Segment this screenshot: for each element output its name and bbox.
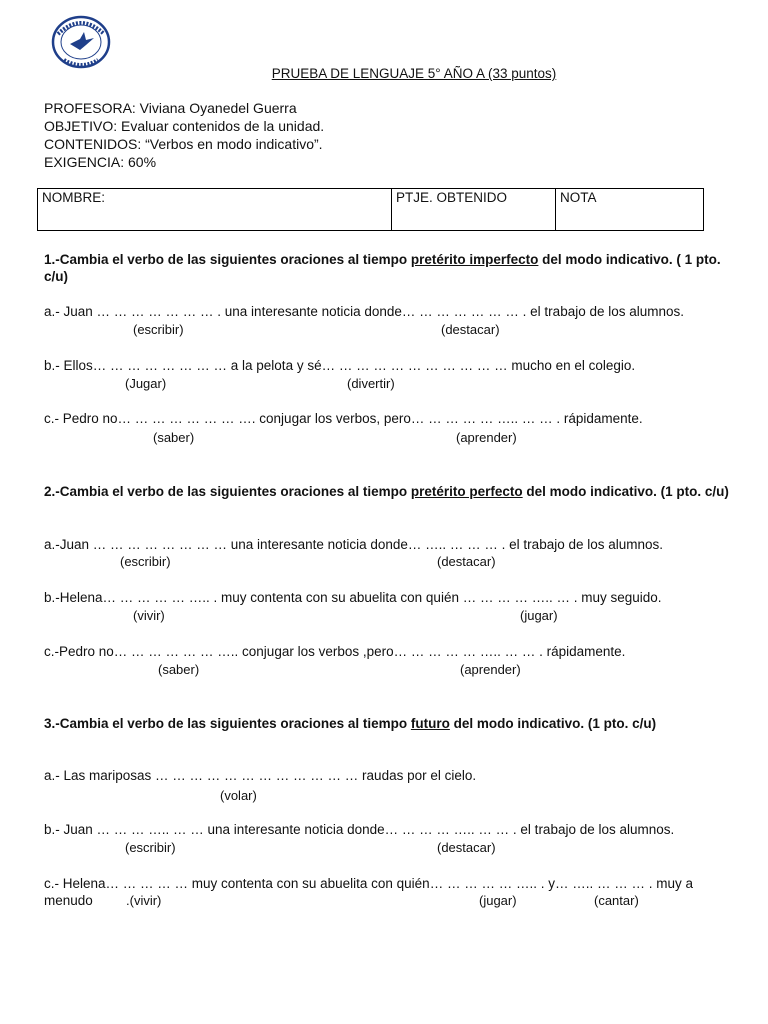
q2-b-hint-2: (jugar) <box>520 608 558 623</box>
q1-item-c: c.- Pedro no… … … … … … … …. conjugar los verbos, pero… … … … … ….. … … . rápidamente. <box>44 411 643 426</box>
q1-a-hint-2: (destacar) <box>441 322 500 337</box>
q1-b-hint-1: (Jugar) <box>125 376 167 391</box>
q2-item-a: a.-Juan … … … … … … … … una interesante noticia donde… ….. … … … . el trabajo de los alumnos. <box>44 537 664 552</box>
teacher-line: PROFESORA: Viviana Oyanedel Guerra <box>44 100 297 116</box>
q3-item-b: b.- Juan … … … ….. … … una interesante noticia donde… … … … ….. … … . el trabajo de los alumnos. <box>44 822 675 837</box>
q3-item-c-continued: menudo <box>44 893 93 908</box>
student-info-table <box>37 188 704 231</box>
q1-item-a: a.- Juan … … … … … … … . una interesante noticia donde… … … … … … … . el trabajo de los alumnos. <box>44 304 685 319</box>
q2-c-hint-2: (aprender) <box>460 662 521 677</box>
objective-line: OBJETIVO: Evaluar contenidos de la unidad. <box>44 118 325 134</box>
score-cell[interactable] <box>391 189 555 230</box>
q3-c-hint-2: (jugar) <box>479 893 517 908</box>
question-2-heading: 2.-Cambia el verbo de las siguientes oraciones al tiempo pretérito perfecto del modo indicativo. (1 pto. c/u) <box>44 484 729 499</box>
grade-cell[interactable] <box>555 189 703 230</box>
q2-item-b: b.-Helena… … … … … ….. . muy contenta con su abuelita con quién … … … … ….. … . muy seguido. <box>44 590 662 605</box>
q2-a-hint-1: (escribir) <box>120 554 171 569</box>
question-3-heading: 3.-Cambia el verbo de las siguientes oraciones al tiempo futuro del modo indicativo. (1 pto. c/u) <box>44 716 657 731</box>
q3-a-hint-1: (volar) <box>220 788 257 803</box>
q2-item-c: c.-Pedro no… … … … … … ….. conjugar los verbos ,pero… … … … … ….. … … . rápidamente. <box>44 644 626 659</box>
grade-label: NOTA <box>560 190 597 205</box>
q1-c-hint-1: (saber) <box>153 430 195 445</box>
question-1-heading: 1.-Cambia el verbo de las siguientes oraciones al tiempo pretérito imperfecto del modo indicativo. ( 1 pto. c/u) <box>44 252 721 284</box>
name-cell[interactable] <box>38 189 391 230</box>
q3-b-hint-2: (destacar) <box>437 840 496 855</box>
q2-a-hint-2: (destacar) <box>437 554 496 569</box>
q1-a-hint-1: (escribir) <box>133 322 184 337</box>
q2-b-hint-1: (vivir) <box>133 608 165 623</box>
q1-b-hint-2: (divertir) <box>347 376 395 391</box>
q2-c-hint-1: (saber) <box>158 662 200 677</box>
q1-c-hint-2: (aprender) <box>456 430 517 445</box>
contents-line: CONTENIDOS: “Verbos en modo indicativo”. <box>44 136 323 152</box>
q3-c-hint-1: .(vivir) <box>126 893 162 908</box>
q1-item-b: b.- Ellos… … … … … … … … a la pelota y sé… … … … … … … … … … … mucho en el colegio. <box>44 358 636 373</box>
q3-c-hint-3: (cantar) <box>594 893 639 908</box>
requirement-line: EXIGENCIA: 60% <box>44 154 157 170</box>
page-title: PRUEBA DE LENGUAJE 5° AÑO A (33 puntos) <box>271 66 557 81</box>
exam-metadata <box>44 99 324 171</box>
q3-item-a: a.- Las mariposas … … … … … … … … … … … … raudas por el cielo. <box>44 768 477 783</box>
school-logo <box>50 14 112 70</box>
q3-b-hint-1: (escribir) <box>125 840 176 855</box>
score-label: PTJE. OBTENIDO <box>396 190 508 205</box>
q3-item-c: c.- Helena… … … … … muy contenta con su abuelita con quién… … … … … ….. . y… ….. … … … . muy a <box>44 876 693 891</box>
name-label: NOMBRE: <box>42 190 106 205</box>
